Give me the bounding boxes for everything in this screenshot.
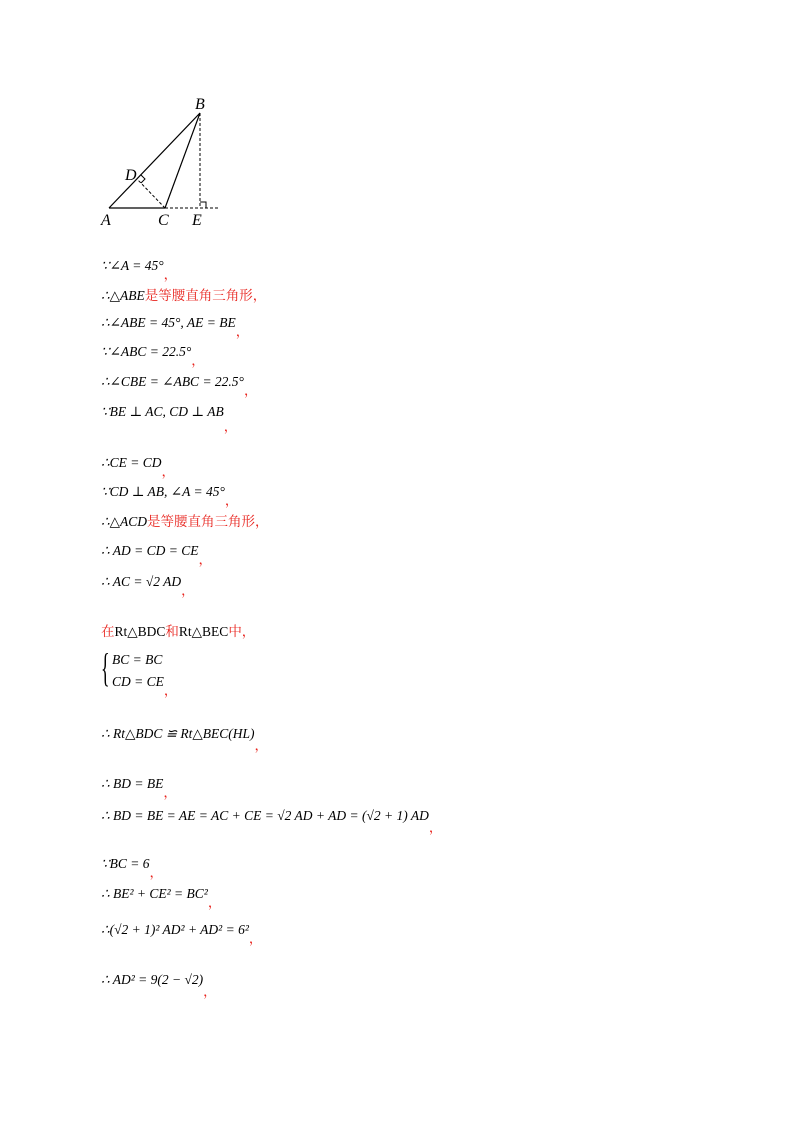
label-e: E	[192, 212, 202, 229]
segment-cb	[165, 113, 200, 208]
system-eq-1: BC = BC	[112, 652, 163, 667]
proof-line-18: ∴ BE² + CE² = BC²，	[101, 886, 222, 910]
segment-cd	[137, 179, 165, 208]
proof-line-2: ∴△ABE是等腰直角三角形，	[101, 288, 267, 304]
proof-line-16: ∴ BD = BE = AE = AC + CE = √2 AD + AD = (√2 + 1) AD，	[101, 808, 443, 835]
label-d: D	[125, 167, 137, 184]
right-angle-e	[200, 202, 206, 208]
proof-line-7: ∴CE = CD，	[101, 455, 175, 479]
segment-ab	[109, 113, 200, 208]
proof-line-14: ∴ Rt△BDC ≌ Rt△BEC(HL)，	[101, 726, 269, 753]
proof-line-5: ∴∠CBE = ∠ABC = 22.5°，	[101, 374, 258, 398]
triangle-figure	[95, 92, 235, 232]
system-eq-2: CD = CE，	[112, 674, 178, 698]
proof-line-3: ∴∠ABE = 45°, AE = BE，	[101, 315, 250, 339]
proof-line-6: ∵BE ⊥ AC, CD ⊥ AB，	[101, 404, 238, 434]
label-b: B	[195, 96, 205, 113]
label-a: A	[101, 212, 111, 229]
proof-line-9: ∴△ACD是等腰直角三角形，	[101, 514, 269, 530]
proof-line-17: ∵BC = 6，	[101, 856, 163, 880]
right-angle-d	[141, 175, 145, 183]
proof-line-10: ∴ AD = CD = CE，	[101, 543, 212, 567]
proof-line-11: ∴ AC = √2 AD，	[101, 574, 195, 598]
proof-line-4: ∵∠ABC = 22.5°，	[101, 344, 205, 368]
label-c: C	[158, 212, 169, 229]
proof-line-15: ∴ BD = BE，	[101, 776, 177, 800]
proof-line-19: ∴(√2 + 1)² AD² + AD² = 6²，	[101, 922, 263, 946]
system-brace: {	[101, 645, 110, 690]
proof-line-20: ∴ AD² = 9(2 − √2)，	[101, 972, 217, 999]
proof-line-1: ∵∠A = 45°，	[101, 258, 178, 282]
proof-line-8: ∵CD ⊥ AB, ∠A = 45°，	[101, 484, 239, 508]
proof-line-12: 在Rt△BDC和Rt△BEC中，	[101, 624, 256, 640]
